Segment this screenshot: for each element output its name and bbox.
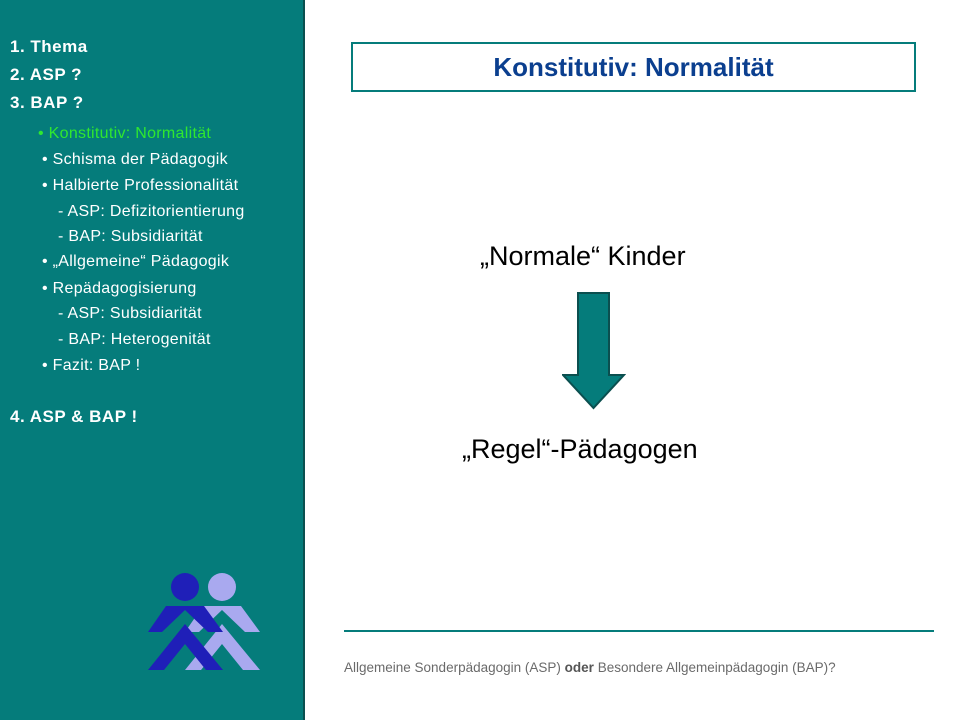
footer-divider	[344, 630, 934, 632]
normale-kinder-text: „Normale“ Kinder	[480, 241, 686, 271]
sub-item-repaedagogisierung[interactable]: • Repädagogisierung	[42, 280, 197, 297]
nav-item-asp-bap[interactable]: 4. ASP & BAP !	[10, 407, 138, 426]
sub-item-asp-defizitorientierung[interactable]: - ASP: Defizitorientierung	[58, 203, 245, 220]
slide-title: Konstitutiv: Normalität	[493, 51, 774, 82]
sub-item-halbierte-professionalitaet[interactable]: • Halbierte Professionalität	[42, 177, 239, 194]
footer-part-asp: Allgemeine Sonderpädagogin (ASP)	[344, 660, 561, 675]
sub-item-konstitutiv-normalitaet[interactable]: • Konstitutiv: Normalität	[38, 125, 212, 142]
footer-part-oder: oder	[564, 660, 594, 675]
slide-title-box	[351, 42, 916, 92]
sub-item-bap-heterogenitaet[interactable]: - BAP: Heterogenität	[58, 331, 211, 348]
nav-item-thema[interactable]: 1. Thema	[10, 37, 88, 56]
nav-item-bap[interactable]: 3. BAP ?	[10, 93, 84, 112]
sub-item-asp-subsidiaritaet[interactable]: - ASP: Subsidiarität	[58, 305, 202, 322]
regel-paedagogen-text: „Regel“-Pädagogen	[462, 434, 698, 464]
sub-item-allgemeine-paedagogik[interactable]: • „Allgemeine“ Pädagogik	[42, 253, 230, 270]
sub-item-fazit-bap[interactable]: • Fazit: BAP !	[42, 357, 141, 374]
sub-item-schisma[interactable]: • Schisma der Pädagogik	[42, 151, 228, 168]
sub-item-bap-subsidiaritaet[interactable]: - BAP: Subsidiarität	[58, 228, 203, 245]
footer-part-bap: Besondere Allgemeinpädagogin (BAP)?	[597, 660, 836, 675]
nav-item-asp[interactable]: 2. ASP ?	[10, 65, 83, 84]
footer-text	[344, 660, 954, 675]
people-logo-icon	[145, 570, 265, 675]
sidebar-panel	[0, 0, 305, 720]
down-arrow-icon	[562, 292, 626, 410]
